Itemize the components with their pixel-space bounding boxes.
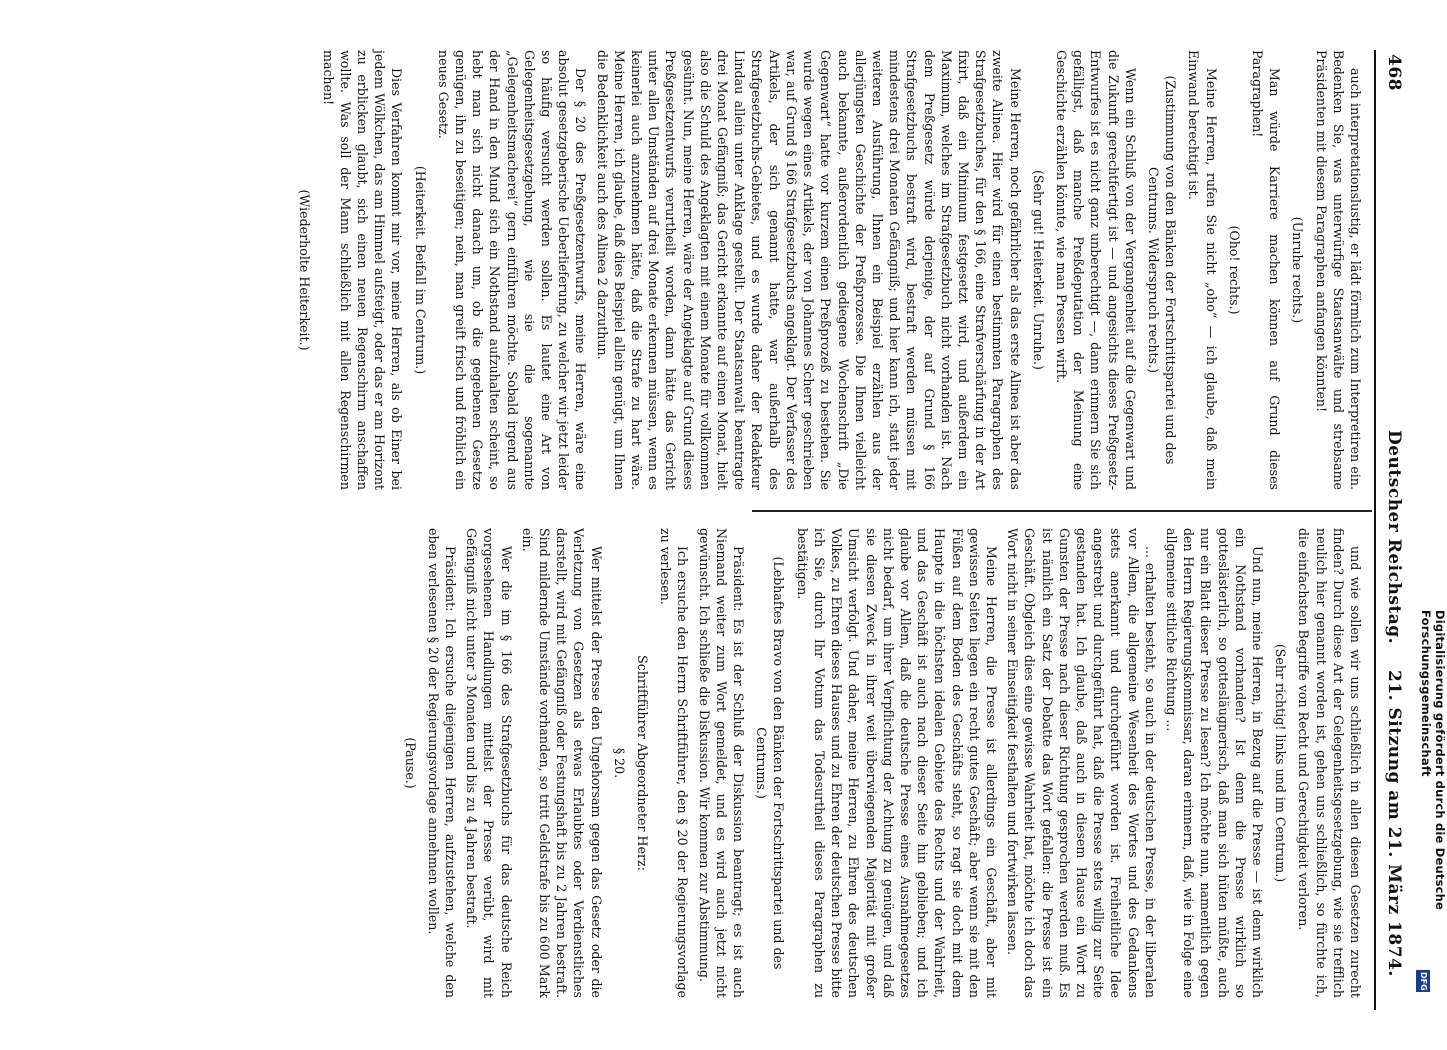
stage-direction: (Sehr richtig! links und im Centrum.)	[1273, 643, 1289, 883]
right-text-column	[395, 528, 1364, 998]
session-title: 21. Sitzung am 21. März 1874.	[1384, 670, 1404, 977]
paragraph: Meine Herren, noch gefährlicher als das erste Alinea ist aber das zweite Alinea. Hier wird für einen bestimmten Paragraphen des Strafgesetzbuches, für den § 166, eine Strafverschärfung in der Art fixirt, daß ein Minimum festgesetzt wird, und außerdem ein Maximum, welches im Strafgesetzbuch nicht vorhanden ist. Nach dem Preßgesetz würde derjenige, der auf Grund § 166 Strafgesetzbuchs bestraft wird, bestraft werden müssen mit mindestens drei Monaten Gefängniß; und hier kann ich, statt jeder weiteren Ausführung, Ihnen ein Beispiel erzählen aus der allerjüngsten Geschichte der Preßprozesse. Die Ihnen vielleicht auch bekannte, außerordentlich gediegene Wochenschrift „Die Gegenwart“ hatte vor kurzem einen Preßprozeß zu bestehen. Sie wurde wegen eines Artikels, der von Johannes Scherr geschrieben war, auf Grund § 166 Strafgesetzbuchs angeklagt. Der Verfasser des Artikels, der sich genannt hatte, war außerhalb des Strafgesetzbuchs-Gebietes, und es wurde daher der Redakteur Lindau allein unter Anklage gestellt. Der Staatsanwalt beantragte drei Monat Gefängniß; das Gericht erkannte auf einen Monat, hielt also die Schuld des Angeklagten mit einem Monate für vollkommen gesühnt. Nun, meine Herren, wäre der Angeklagte auf Grund dieses Preßgesetzentwurfs verurtheilt worden, dann hätte das Gericht unter allen Umständen auf drei Monate erkennen müssen, wenn es keinerlei auch anzunehmen hätte, daß die Strafe zu hart wäre. Meine Herren, ich glaube, daß dies Beispiel allein genügt, um Ihnen die Bedenklichkeit auch des Alinea 2 darzuthun.	[594, 50, 1023, 490]
stage-direction: § 20.	[611, 747, 627, 779]
page-header	[1374, 50, 1416, 1010]
paragraph: Präsident: Ich ersuche diejenigen Herren, aufzustehen, welche den eben verlesenen § 20 der Regierungsvorlage annehmen wollen.	[425, 528, 459, 998]
paragraph: Ich ersuche den Herrn Schriftführer, den § 20 der Regierungsvorlage zu verlesen.	[658, 528, 691, 998]
paragraph: und wie sollen wir uns schließlich in allen diesen Gesetzen zurecht finden? Durch diese Art der Gelegenheitsgesetzgebung, wie sie trefflich neulich hier genannt worden ist, gehen uns schließlich, so fürchte ich, die einfachsten Begriffe von Recht und Gerechtigkeit verloren.	[1296, 528, 1363, 998]
paragraph: Meine Herren, rufen Sie nicht „oho“ — ich glaube, daß mein Einwand berechtigt ist.	[1186, 50, 1219, 490]
stage-direction: Schriftführer Abgeordneter Herz:	[635, 655, 651, 871]
rotated-page	[297, 50, 1416, 1050]
stage-direction: (Unruhe rechts.)	[1290, 216, 1306, 324]
dfg-logo: DFG	[1416, 970, 1430, 992]
stage-direction: (Oho! rechts.)	[1226, 225, 1242, 315]
paragraph: Präsident: Es ist der Schluß der Diskussion beantragt; es ist auch Niemand weiter zum Wort gemeldet, und es wird auch jetzt nicht gewünscht. Ich schließe die Diskussion. Wir kommen zur Abstimmung.	[696, 528, 747, 998]
paragraph: Wer die im § 166 des Strafgesetzbuchs für das deutsche Reich vorgesehenen Handlungen mittelst der Presse verübt, wird mit Gefängniß nicht unter 3 Monaten und bis zu 4 Jahren bestraft.	[464, 528, 514, 998]
paragraph: auch interpretationslustig, er lädt förmlich zum Interpretiren ein. Bedenken Sie, was unterwürfige Staatsanwälte und strebsame Präsidenten mit diesem Paragraphen anfangen könnten!	[1313, 50, 1363, 490]
stage-direction: (Sehr gut! Heiterkeit. Unruhe.)	[1030, 170, 1046, 370]
paragraph: Meine Herren, die Presse ist allerdings ein Geschäft, aber mit gewissen Seiten liegen ein recht gutes Geschäft; aber wenn sie mit den Füßen auf dem Boden des Geschäfts steht, so ragt sie doch mit dem Haupte in die höchsten idealen Gebiete des Rechts und der Wahrheit, und das Geschäft ist auch nach dieser Seite hin geblieben; und ich glaube vor Allem, daß die deutsche Presse eines Ausnahmegesetzes nicht bedarf, um ihrer Verpflichtung der Achtung zu genügen, und daß sie diesen Zweck in ihrer weit überwiegenden Majorität mit großer Umsicht verfolgt. Und daher, meine Herren, zu Ehren des deutschen Volkes, zu Ehren dieses Hauses und zu Ehren der deutschen Presse bitte ich Sie, durch Ihr Votum das Todesurtheil dieses Paragraphen zu bestätigen.	[794, 528, 999, 998]
paragraph: Dies Verfahren kommt mir vor, meine Herren, als ob Einer bei jedem Wölkchen, das am Himmel aufsteigt, oder das er am Horizont zu erblicken glaubt, sich einen neuen Regenschirm anschaffen wollte. Was soll der Mann schließlich mit allen Regenschirmen machen!	[320, 50, 405, 490]
stage-direction: (Wiederholte Heiterkeit.)	[297, 189, 313, 351]
footer-credit: Digitalisierung gefördert durch die Deutsche Forschungsgemeinschaft	[1419, 610, 1447, 911]
page-content	[297, 50, 1416, 1010]
paragraph: Und nun, meine Herren, in Bezug auf die Presse — ist denn wirklich ein Nothstand vorhanden? Ist denn die Presse wirklich so gotteslästerlich, so gottesläugnerisch, daß man sich hüten müßte, auch nur ein Blatt dieser Presse zu lesen? Ich möchte nun, namentlich gegen den Herrn Regierungskommissar, daran erinnern, daß, wie in Folge eine allgemeine sittliche Richtung ...	[1163, 528, 1265, 998]
paragraph: Wer mittelst der Presse den Ungehorsam gegen das Gesetz oder die Verletzung von Gesetzen als etwas Erlaubtes oder Verdienstliches darstellt, wird mit Gefängniß oder Festungshaft bis zu 2 Jahren bestraft. Sind mildernde Umstände vorhanden, so tritt Geldstrafe bis zu 600 Mark ein.	[519, 528, 604, 998]
page-number: 468	[1384, 54, 1404, 91]
paragraph: ... erhalten besteht, so auch in der deutschen Presse, in der liberalen vor Allem, die allgemeine Wesenheit des Wortes und des Gedankens stets anerkannt und durchgeführt worden ist. Freiheitliche Idee angestrebt und durchgeführt hat, daß die Presse stets willig zur Seite gestanden hat. Ich glaube, daß auch in diesem Hause ein Wort zu Gunsten der Presse nach dieser Richtung gesprochen werden muß. Es ist nämlich ein Satz der Debatte das Wort gefallen: die Presse ist ein Geschäft. Obgleich dies eine gewisse Wahrheit hat, möchte ich doch das Wort nicht in seiner Einseitigkeit festhalten und fortwirken lassen.	[1005, 528, 1158, 998]
stage-direction: (Heiterkeit. Beifall im Centrum.)	[412, 165, 428, 375]
column-divider	[752, 510, 1372, 512]
paragraph: Wenn ein Schluß von der Vergangenheit auf die Gegenwart und die Zukunft gerechtfertigt ist — und angesichts dieses Preßgesetz-Entwurfes ist es nicht ganz unberechtigt —, dann erinnern Sie sich gefälligst, daß manche Preßdeputation der Meinung eine Geschichte erzählen könnte, wie man Pressen wirft.	[1053, 50, 1138, 490]
stage-direction: (Pause.)	[402, 737, 418, 789]
page-title: Deutscher Reichstag.	[1384, 430, 1404, 645]
stage-direction: (Lebhaftes Bravo von den Bänken der Fortschrittspartei und des Centrums.)	[754, 556, 787, 970]
paragraph: Man würde Karriere machen können auf Grund dieses Paragraphen!	[1249, 50, 1283, 490]
paragraph: Der § 20 des Preßgesetzentwurfs, meine Herren, wäre eine absolut gesetzgeberische Ueberlieferung, zu welcher wir jetzt leider so häufig versucht werden sollen. Es lautet eine Art von Gelegenheitsgesetzgebung, wie sie die sogenannte „Gelegenheitsmacherei“ gern einführen möchte. Sobald irgend aus der Hand in den Mund sich ein Nothstand aufzuhalten scheint, so hebt man sich nicht danach um, ob die gegebenen Gesetze genügen, ihn zu beseitigen; nein, man greift frisch und fröhlich ein neues Gesetz.	[435, 50, 589, 490]
left-text-column	[290, 50, 1364, 490]
stage-direction: (Zustimmung von den Bänken der Fortschrittspartei und des Centrums. Widerspruch rechts.)	[1145, 75, 1179, 465]
